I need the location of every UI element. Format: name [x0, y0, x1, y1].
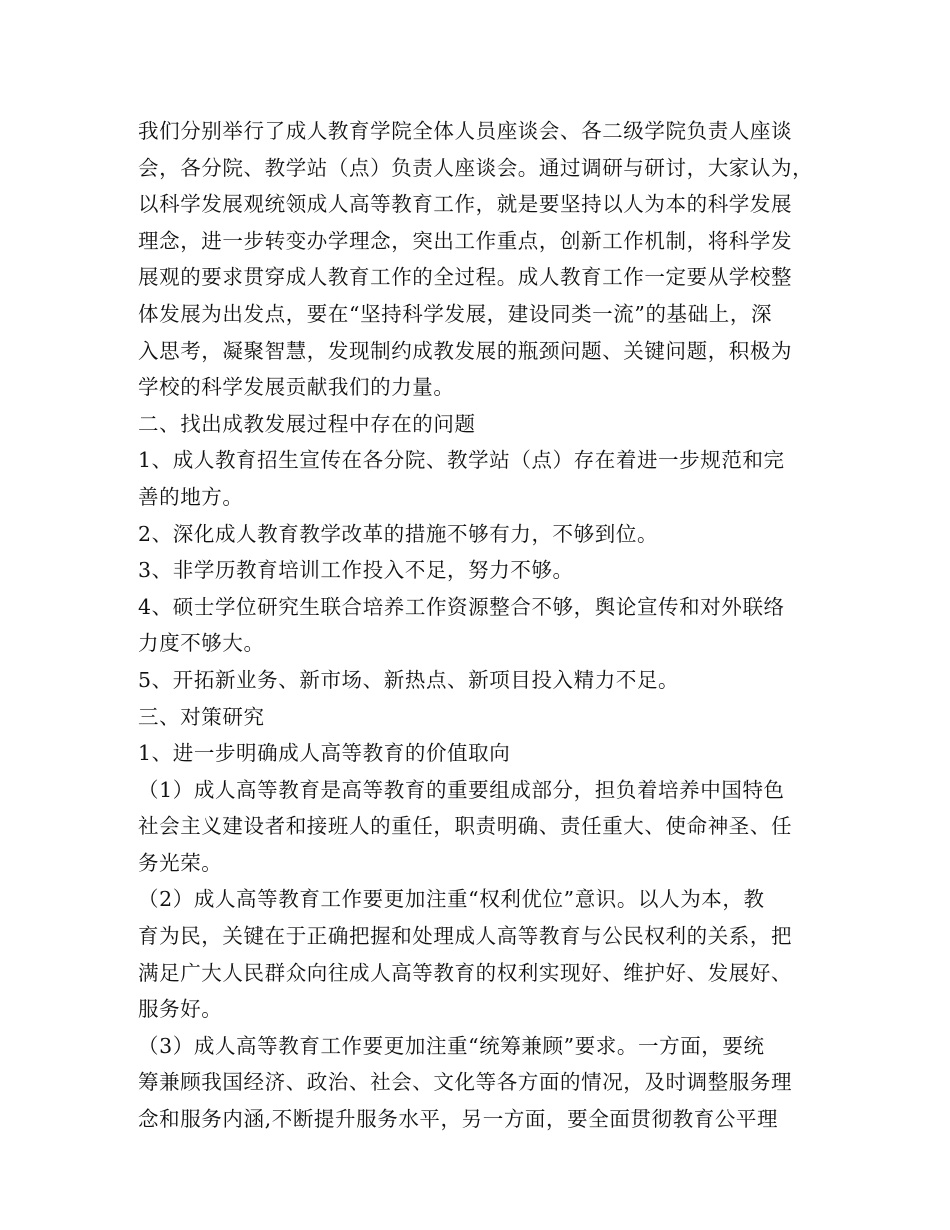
section-heading: 三、对策研究 [138, 704, 265, 729]
text-line: 育为民，关键在于正确把握和处理成人高等教育与公民权利的关系，把 [138, 924, 793, 949]
text-line: （2）成人高等教育工作要更加注重“权利优位”意识。以人为本，教 [138, 887, 765, 912]
text-line: （3）成人高等教育工作要更加注重“统筹兼顾”要求。一方面，要统 [138, 1033, 765, 1058]
list-item: 3、非学历教育培训工作投入不足，努力不够。 [138, 558, 574, 583]
text-line: 社会主义建设者和接班人的重任，职责明确、责任重大、使命神圣、任 [138, 814, 793, 839]
subsection-heading: 1、进一步明确成人高等教育的价值取向 [138, 741, 511, 766]
text-line: （1）成人高等教育是高等教育的重要组成部分，担负着培养中国特色 [138, 777, 785, 802]
list-item: 1、成人教育招生宣传在各分院、教学站（点）存在着进一步规范和完 [138, 448, 785, 473]
text-line: 筹兼顾我国经济、政治、社会、文化等各方面的情况，及时调整服务理 [138, 1070, 793, 1095]
text-line: 务光荣。 [138, 850, 223, 875]
text-line: 体发展为出发点，要在“坚持科学发展，建设同类一流”的基础上，深 [138, 301, 773, 326]
text-line: 学校的科学发展贡献我们的力量。 [138, 375, 455, 400]
list-item: 4、硕士学位研究生联合培养工作资源整合不够，舆论宣传和对外联络 [138, 594, 785, 619]
text-line: 以科学发展观统领成人高等教育工作，就是要坚持以人为本的科学发展 [138, 192, 793, 217]
text-line: 我们分别举行了成人教育学院全体人员座谈会、各二级学院负责人座谈 [138, 119, 793, 143]
text-line: 念和服务内涵,不断提升服务水平，另一方面，要全面贯彻教育公平理 [138, 1107, 779, 1132]
list-item: 2、深化成人教育教学改革的措施不够有力，不够到位。 [138, 521, 659, 546]
text-line: 服务好。 [138, 997, 223, 1022]
text-line: 理念，进一步转变办学理念，突出工作重点，创新工作机制，将科学发 [138, 228, 793, 253]
list-item: 5、开拓新业务、新市场、新热点、新项目投入精力不足。 [138, 667, 680, 692]
document-body [138, 113, 828, 1138]
text-line: 展观的要求贯穿成人教育工作的全过程。成人教育工作一定要从学校整 [138, 265, 793, 290]
list-item-continuation: 善的地方。 [138, 484, 244, 509]
text-line: 入思考，凝聚智慧，发现制约成教发展的瓶颈问题、关键问题，积极为 [138, 338, 793, 363]
text-line: 满足广大人民群众向往成人高等教育的权利实现好、维护好、发展好、 [138, 960, 793, 985]
list-item-continuation: 力度不够大。 [138, 631, 265, 656]
section-heading: 二、找出成教发展过程中存在的问题 [138, 411, 476, 436]
text-line: 会，各分院、教学站（点）负责人座谈会。通过调研与研讨，大家认为， [138, 155, 814, 180]
